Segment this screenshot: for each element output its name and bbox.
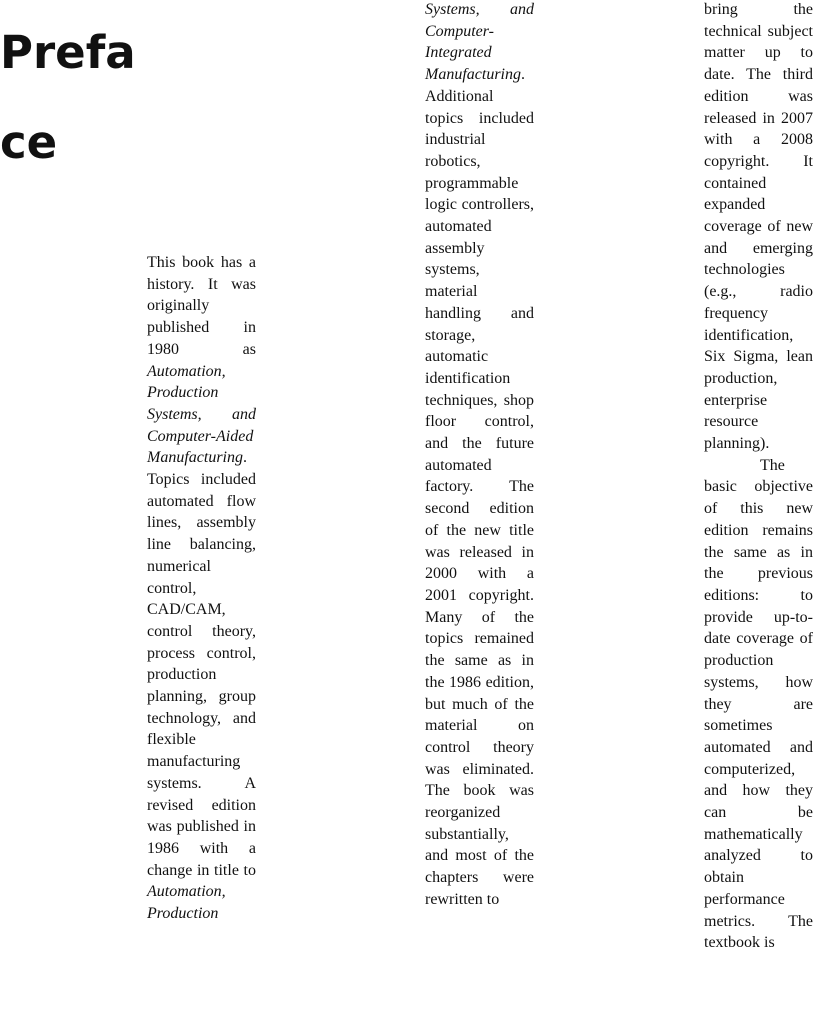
text-segment: This book has a history. It was originally published in 1980 as bbox=[147, 254, 256, 358]
text-segment: bring the technical subject matter up to date. The third edition was released in 2007 with a 2008 copyright. It contained expanded coverage of new and emerging technologies (e.g., radio frequency identification, Six Sigma, lean production, enterprise resource planning). bbox=[704, 1, 813, 453]
book-title-first-edition: Automation, Production Systems, and Computer-Aided Manufacturing bbox=[147, 362, 256, 467]
text-column-3 bbox=[704, 0, 813, 954]
paragraph-history bbox=[147, 252, 256, 925]
text-segment: . Topics included automated flow lines, assembly line balancing, numerical control, CAD/CAM, control theory, process control, production planning, group technology, and flexible manufacturing systems. A revised edition was published in 1986 with a change in title to bbox=[147, 449, 256, 879]
paragraph-objective: The basic objective of this new edition remains the same as in the previous editions: to provide up-to-date coverage of production systems, how they are sometimes automated and computerized, and how they can be mathematically analyzed to obtain performance metrics. The textbook is bbox=[704, 456, 813, 952]
text-segment: . Additional topics included industrial robotics, programmable logic controllers, automated assembly systems, material handling and storage, automatic identification techniques, shop floor control, and the future automated factory. The second edition of the new title was released in 2000 with a 2001 copyright. Many of the topics remained the same as in the 1986 edition, but much of the material on control theory was eliminated. The book was reorganized substantially, and most of the chapters were rewritten to bbox=[425, 66, 534, 908]
paragraph-history-end bbox=[704, 0, 813, 455]
book-title-revised-edition-part: Automation, Production bbox=[147, 883, 226, 923]
book-title-revised-edition-part: Systems, and Computer-Integrated Manufacturing bbox=[425, 1, 534, 84]
text-column-1 bbox=[147, 252, 256, 925]
page-title-line-1: Prefa bbox=[0, 26, 136, 79]
text-column-2 bbox=[425, 0, 534, 911]
page-title-line-2: ce bbox=[0, 116, 58, 169]
paragraph-history-continued bbox=[425, 0, 534, 911]
page-title bbox=[0, 8, 140, 188]
